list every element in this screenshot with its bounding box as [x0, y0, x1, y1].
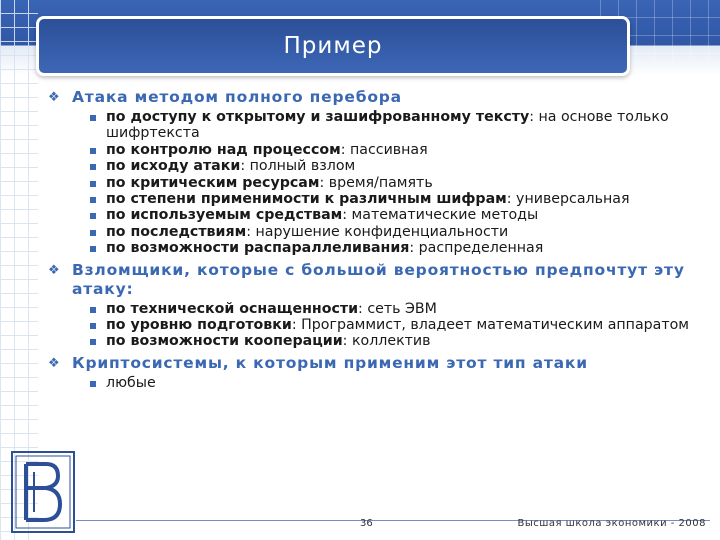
slide-content [46, 86, 706, 395]
square-bullet-icon [90, 148, 96, 154]
list-item: по исходу атаки: полный взлом [88, 158, 706, 174]
list-item: по степени применимости к различным шифрам: универсальная [88, 191, 706, 207]
diamond-bullet-icon: ❖ [48, 90, 61, 105]
list-item: по возможности кооперации: коллектив [88, 333, 706, 349]
square-bullet-icon [90, 307, 96, 313]
list-item: по контролю над процессом: пассивная [88, 142, 706, 158]
section-heading: ❖ Атака методом полного перебора [48, 88, 402, 106]
diamond-bullet-icon: ❖ [48, 355, 61, 371]
list-item: по технической оснащенности: сеть ЭВМ [88, 301, 706, 317]
list-item: по используемым средствам: математические методы [88, 207, 706, 223]
square-bullet-icon [90, 339, 96, 345]
title-box [36, 16, 630, 76]
square-bullet-icon [90, 323, 96, 329]
bullet-list [46, 301, 706, 350]
square-bullet-icon [90, 181, 96, 187]
square-bullet-icon [90, 164, 96, 170]
list-item: по уровню подготовки: Программист, владеет математическим аппаратом [88, 317, 706, 333]
bullet-list [46, 109, 706, 257]
square-bullet-icon [90, 246, 96, 252]
list-item: по возможности распараллеливания: распределенная [88, 240, 706, 256]
list-item: по последствиям: нарушение конфиденциальности [88, 224, 706, 240]
bullet-list [46, 375, 706, 391]
page-number: 36 [360, 518, 373, 529]
square-bullet-icon [90, 197, 96, 203]
square-bullet-icon [90, 213, 96, 219]
square-bullet-icon [90, 115, 96, 121]
footer-institution: Высшая школа экономики - 2008 [517, 518, 706, 529]
diamond-bullet-icon: ❖ [48, 262, 61, 278]
list-item: по доступу к открытому и зашифрованному тексту: на основе только шифртекста [88, 109, 706, 142]
section-heading: ❖ Взломщики, которые с большой вероятностью предпочтут эту атаку: [48, 260, 685, 298]
square-bullet-icon [90, 381, 96, 387]
hse-logo-icon [10, 450, 76, 534]
section-heading: ❖ Криптосистемы, к которым применим этот тип атаки [48, 353, 588, 372]
list-item: любые [88, 375, 706, 391]
square-bullet-icon [90, 230, 96, 236]
slide-title: Пример [283, 33, 383, 59]
list-item: по критическим ресурсам: время/память [88, 175, 706, 191]
